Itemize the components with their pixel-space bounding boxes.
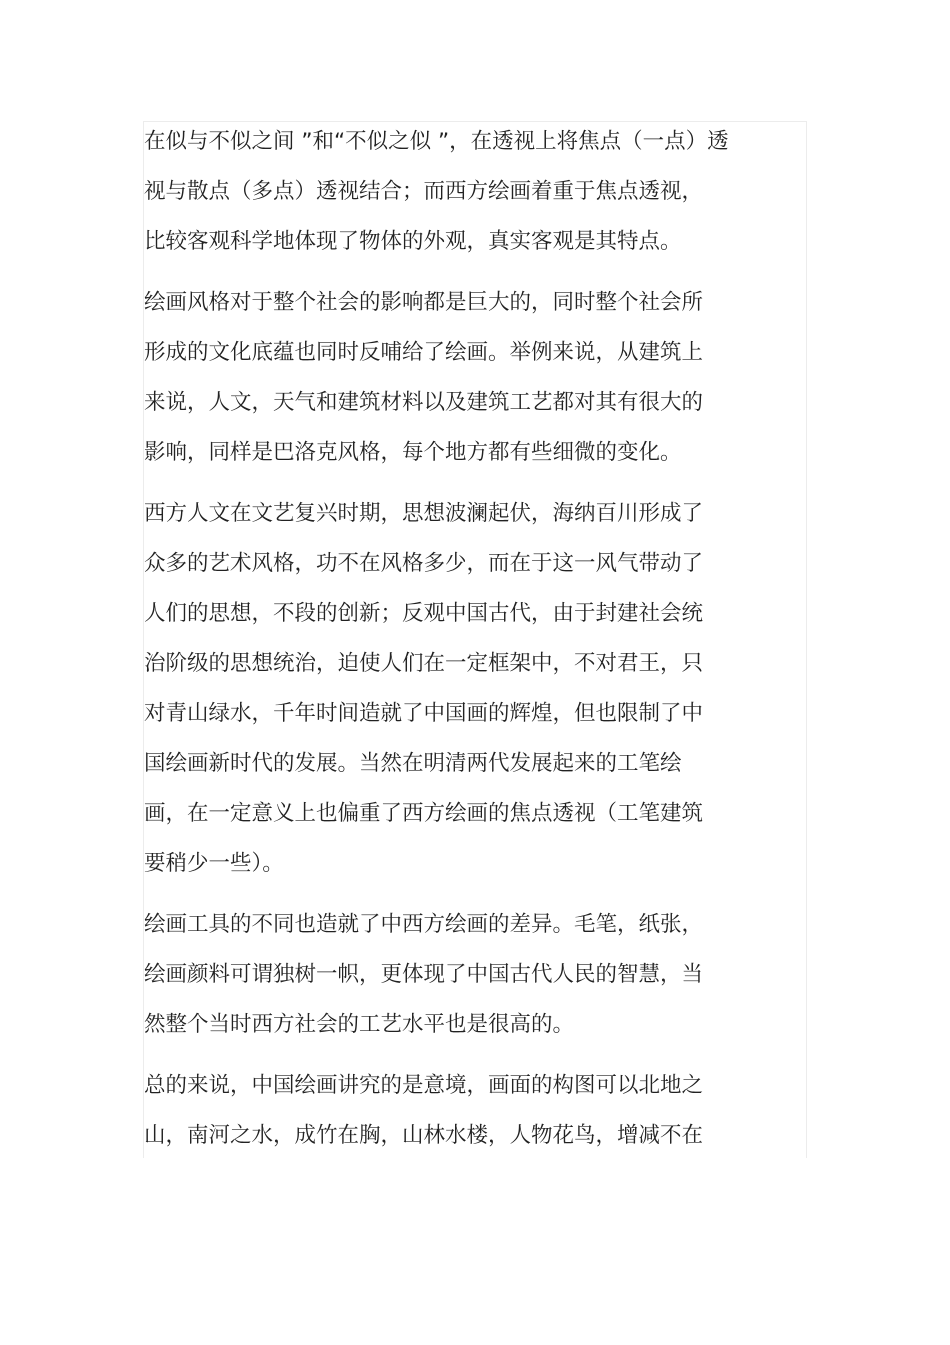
text-line: 在似与不似之间 ”和“不似之似 ”，在透视上将焦点（一点）透 — [144, 129, 729, 154]
paragraph-4 — [144, 900, 784, 1050]
text-line: 对青山绿水，千年时间造就了中国画的辉煌，但也限制了中 — [144, 701, 704, 726]
text-line: 西方人文在文艺复兴时期，思想波澜起伏，海纳百川形成了 — [144, 501, 704, 526]
text-line: 影响，同样是巴洛克风格，每个地方都有些细微的变化。 — [144, 440, 682, 465]
paragraph-1 — [144, 117, 784, 267]
text-line: 来说，人文，天气和建筑材料以及建筑工艺都对其有很大的 — [144, 390, 704, 415]
text-line: 国绘画新时代的发展。当然在明清两代发展起来的工笔绘 — [144, 751, 682, 776]
text-line: 山，南河之水，成竹在胸，山林水楼，人物花鸟，增减不在 — [144, 1123, 704, 1148]
text-line: 绘画风格对于整个社会的影响都是巨大的，同时整个社会所 — [144, 290, 704, 315]
paragraph-5 — [144, 1061, 784, 1161]
document-body — [144, 117, 784, 1172]
text-line: 总的来说，中国绘画讲究的是意境，画面的构图可以北地之 — [144, 1073, 704, 1098]
text-line: 视与散点（多点）透视结合；而西方绘画着重于焦点透视， — [144, 179, 704, 204]
text-line: 绘画颜料可谓独树一帜，更体现了中国古代人民的智慧，当 — [144, 962, 704, 987]
text-line: 然整个当时西方社会的工艺水平也是很高的。 — [144, 1012, 575, 1037]
text-line: 形成的文化底蕴也同时反哺给了绘画。举例来说，从建筑上 — [144, 340, 704, 365]
paragraph-2 — [144, 278, 784, 478]
text-line: 治阶级的思想统治，迫使人们在一定框架中，不对君王，只 — [144, 651, 704, 676]
text-line: 绘画工具的不同也造就了中西方绘画的差异。毛笔，纸张， — [144, 912, 704, 937]
text-line: 众多的艺术风格，功不在风格多少，而在于这一风气带动了 — [144, 551, 704, 576]
text-line: 比较客观科学地体现了物体的外观，真实客观是其特点。 — [144, 229, 682, 254]
text-line: 画，在一定意义上也偏重了西方绘画的焦点透视（工笔建筑 — [144, 801, 704, 826]
text-line: 要稍少一些）。 — [144, 851, 284, 876]
text-line: 人们的思想，不段的创新；反观中国古代，由于封建社会统 — [144, 601, 704, 626]
paragraph-3 — [144, 489, 784, 889]
